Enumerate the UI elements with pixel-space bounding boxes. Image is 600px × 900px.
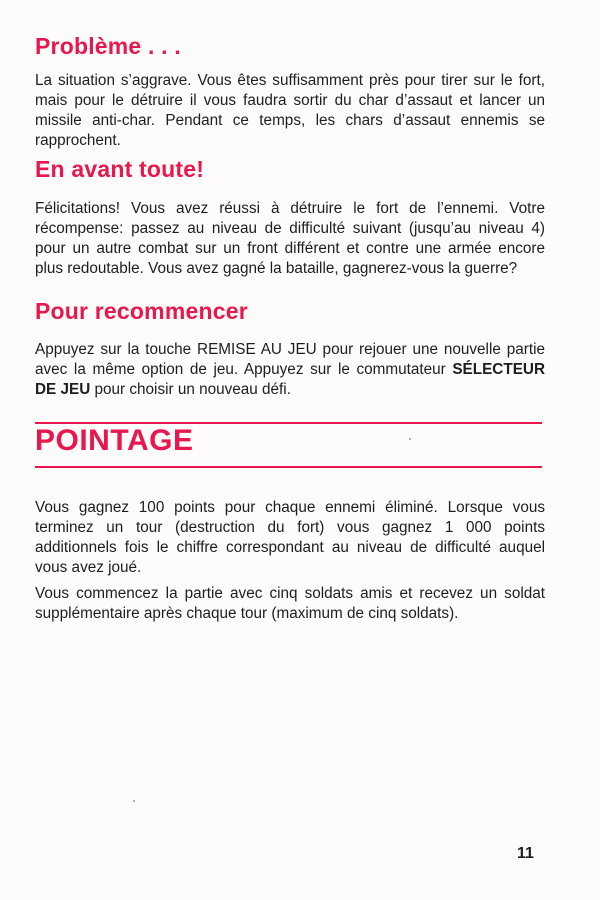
paragraph-pointage-points: Vous gagnez 100 points pour chaque ennemi éliminé. Lorsque vous terminez un tour (destruction du fort) vous gagnez 1 000 points additionnels fois le chiffre correspondant au niveau de difficulté auquel vous avez joué. xyxy=(35,499,545,576)
paragraph-pointage-soldats: Vous commencez la partie avec cinq soldats amis et recevez un soldat supplémentaire après chaque tour (maximum de cinq soldats). xyxy=(35,585,545,622)
heading-en-avant-toute: En avant toute! xyxy=(35,156,205,182)
page-number: 11 xyxy=(517,845,534,862)
heading-probleme: Problème . . . xyxy=(35,33,181,59)
recommencer-text-end: pour choisir un nouveau défi. xyxy=(94,381,291,398)
paragraph-en-avant-toute: Félicitations! Vous avez réussi à détruire le fort de l’ennemi. Votre récompense: passez au niveau de difficulté suivant (jusqu’au niveau 4) pour un autre combat sur un front différent et contre une armée encore plus redoutable. Vous avez gagné la bataille, gagnerez-vous la guerre? xyxy=(35,200,545,277)
selecteur-de-jeu-label: SÉLECTEUR DE JEU xyxy=(35,361,545,398)
heading-pointage: POINTAGE xyxy=(35,424,194,457)
paragraph-pour-recommencer xyxy=(35,340,545,400)
print-speck xyxy=(409,438,411,440)
heading-pour-recommencer: Pour recommencer xyxy=(35,298,248,324)
paragraph-probleme: La situation s’aggrave. Vous êtes suffisamment près pour tirer sur le fort, mais pour le détruire il vous faudra sortir du char d’assaut et lancer un missile anti-char. Pendant ce temps, les chars d’assaut ennemis se rapprochent. xyxy=(35,72,545,149)
print-speck xyxy=(133,800,135,802)
recommencer-text-start: Appuyez sur la touche REMISE AU JEU pour rejouer une nouvelle partie avec la même option de jeu. Appuyez sur le commutateur xyxy=(35,341,545,378)
divider-bottom xyxy=(35,466,542,468)
